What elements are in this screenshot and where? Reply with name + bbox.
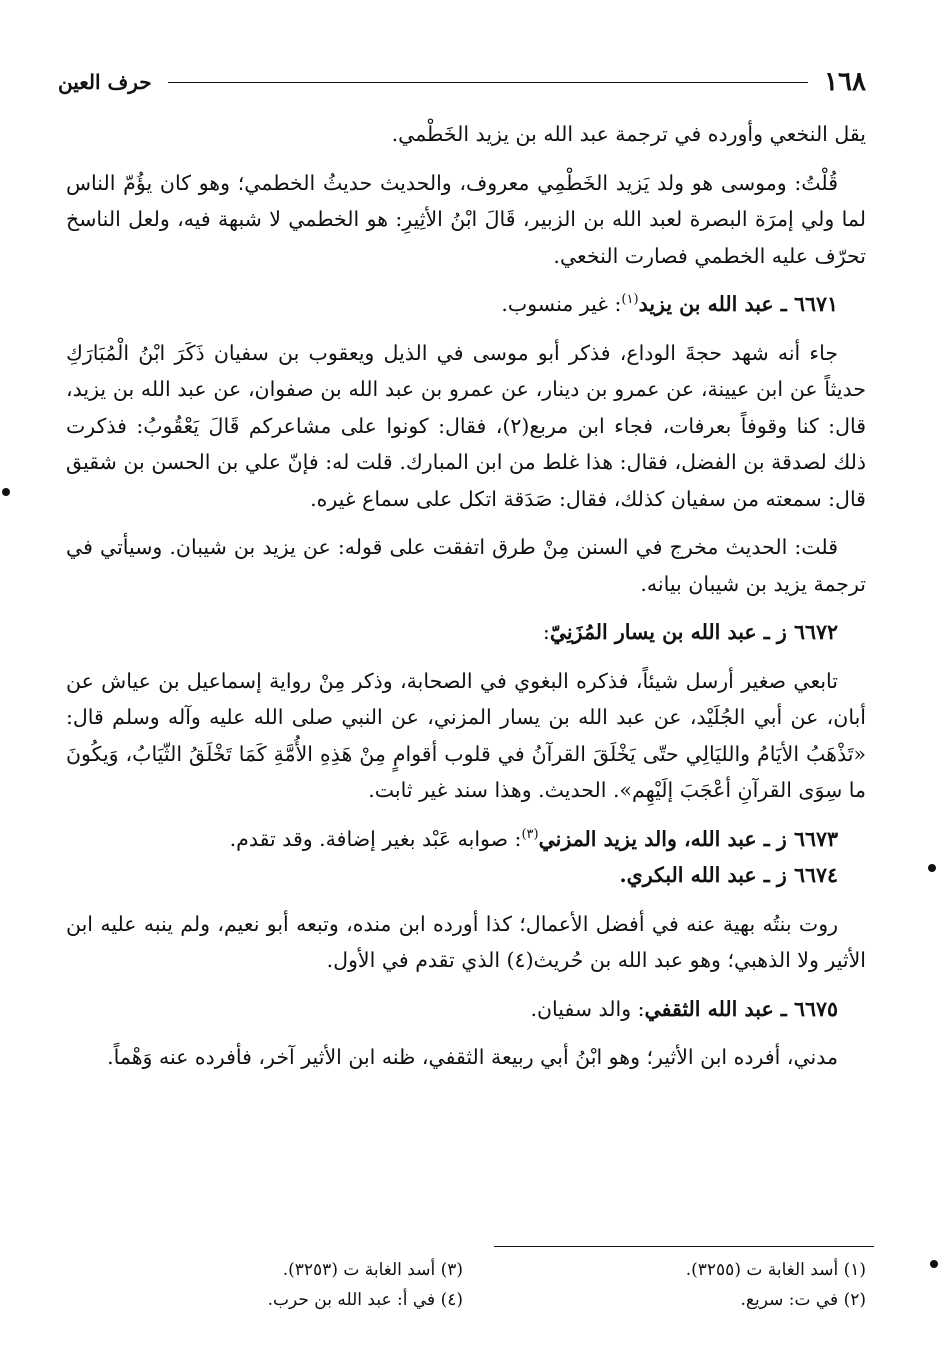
paragraph-5: تابعي صغير أرسل شيئاً، فذكره البغوي في الصحابة، وذكر مِنْ رواية إسماعيل بن عياش عن أبان، عن أبي الجُلَيْد، عن عبد الله بن يسار المزني، عن النبي صلى الله عليه وآله وسلم قال: «تَذْهَبُ الأيَامُ والليَالِي حتّى يَخْلَقَ القرآنُ في قلوب أقوامٍ مِنْ هَذِهِ الأُمَّةِ كَمَا تَخْلَقُ الثّيَابُ، وَيكُونَ ما سِوَى القرآنِ أعْجَبَ إلَيْهِم». الحديث. وهذا سند غير ثابت.: [66, 668, 866, 802]
paragraph-1: يقل النخعي وأورده في ترجمة عبد الله بن يزيد الخَطْمي.: [391, 122, 866, 146]
page-header: [58, 62, 866, 102]
entry-6675-text: : والد سفيان.: [530, 996, 645, 1021]
page-number: ١٦٨: [824, 67, 866, 97]
entry-6675: [66, 991, 866, 1028]
paragraph-3: جاء أنه شهد حجةَ الوداع، فذكر أبو موسى في الذيل ويعقوب بن سفيان ذَكَرَ ابْنُ الْمُبَارَكِ حديثاً عن ابن عيينة، عن عمرو بن دينار، عن عمرو بن عبد الله بن صفوان، عن عبد الله بن يزيد، قال: كنا وقوفاً بعرفات، فجاء ابن مربع(٢)، فقال: كونوا على مشاعركم قَالَ يَعْقُوبُ: فذكرت ذلك لصدقة بن الفضل، فقال: هذا غلط من ابن المبارك. قلت له: فإنّ علي بن الحسن بن شقيق قال: سمعته من سفيان كذلك، فقال: صَدَقة اتكل على سماع غيره.: [66, 340, 867, 511]
entry-6671-text: : غير منسوب.: [501, 292, 622, 316]
paragraph-4: قلت: الحديث مخرج في السنن مِنْ طرق اتفقت على قوله: عن يزيد بن شيبان. وسيأتي في ترجمة يزيد بن شيبان بيانه.: [66, 535, 866, 596]
entry-6675-heading: ٦٦٧٥ ـ عبد الله الثقفي: [644, 996, 838, 1021]
footnote-mark-1: (١): [621, 292, 639, 308]
scan-speck: [2, 488, 10, 496]
entry-6672-text: :: [542, 620, 550, 644]
footnote-3: (٣) أسد الغابة ت (٣٢٥٣).: [282, 1260, 463, 1280]
entry-6674-heading: ٦٦٧٤ ز ـ عبد الله البكري.: [619, 863, 838, 887]
scan-speck: [928, 864, 936, 872]
entry-6672: [66, 614, 866, 651]
entry-6673: [66, 821, 866, 858]
scan-speck: [930, 1260, 938, 1268]
footnote-rule: [494, 1246, 874, 1247]
paragraph-7: مدني، أفرده ابن الأثير؛ وهو ابْنُ أبي ربيعة الثقفي، ظنه ابن الأثير آخر، فأفرده عنه وَهْماً.: [107, 1045, 838, 1069]
footnote-4: (٤) في أ: عبد الله بن حرب.: [267, 1290, 463, 1310]
header-rule: [168, 82, 808, 83]
entry-6673-text: : صوابه عَبْد بغير إضافة. وقد تقدم.: [229, 826, 522, 851]
paragraph-2: قُلْتُ: وموسى هو ولد يَزيد الخَطْمِي معروف، والحديث حديثُ الخطمي؛ وهو كان يؤُمّ الناس لما ولي إمرَة البصرة لعبد الله بن الزبير، قَالَ ابْنُ الأثِيرِ: هو الخطمي لا شبهة فيه، ولعل الناسخ تحرّف عليه الخطمي فصارت النخعي.: [66, 170, 866, 268]
page-body: [66, 116, 866, 1088]
entry-6671: [66, 286, 866, 323]
footnote-1: (١) أسد الغابة ت (٣٢٥٥).: [685, 1260, 866, 1280]
chapter-title: حرف العين: [58, 70, 152, 94]
paragraph-6: روت بنتُه بهية عنه في أفضل الأعمال؛ كذا أورده ابن منده، وتبعه أبو نعيم، ولم ينبه عليه ابن الأثير ولا الذهبي؛ وهو عبد الله بن حُريث(٤) الذي تقدم في الأول.: [66, 911, 866, 972]
footnote-mark-3: (٣): [521, 826, 539, 842]
footnote-2: (٢) في ت: سريع.: [740, 1290, 866, 1310]
entry-6673-heading: ٦٦٧٣ ز ـ عبد الله، والد يزيد المزني: [538, 826, 838, 851]
entry-6671-heading: ٦٦٧١ ـ عبد الله بن يزيد: [638, 292, 838, 316]
entry-6672-heading: ٦٦٧٢ ز ـ عبد الله بن يسار المُزَنِيّ: [549, 620, 838, 644]
footnotes: [100, 1258, 866, 1312]
